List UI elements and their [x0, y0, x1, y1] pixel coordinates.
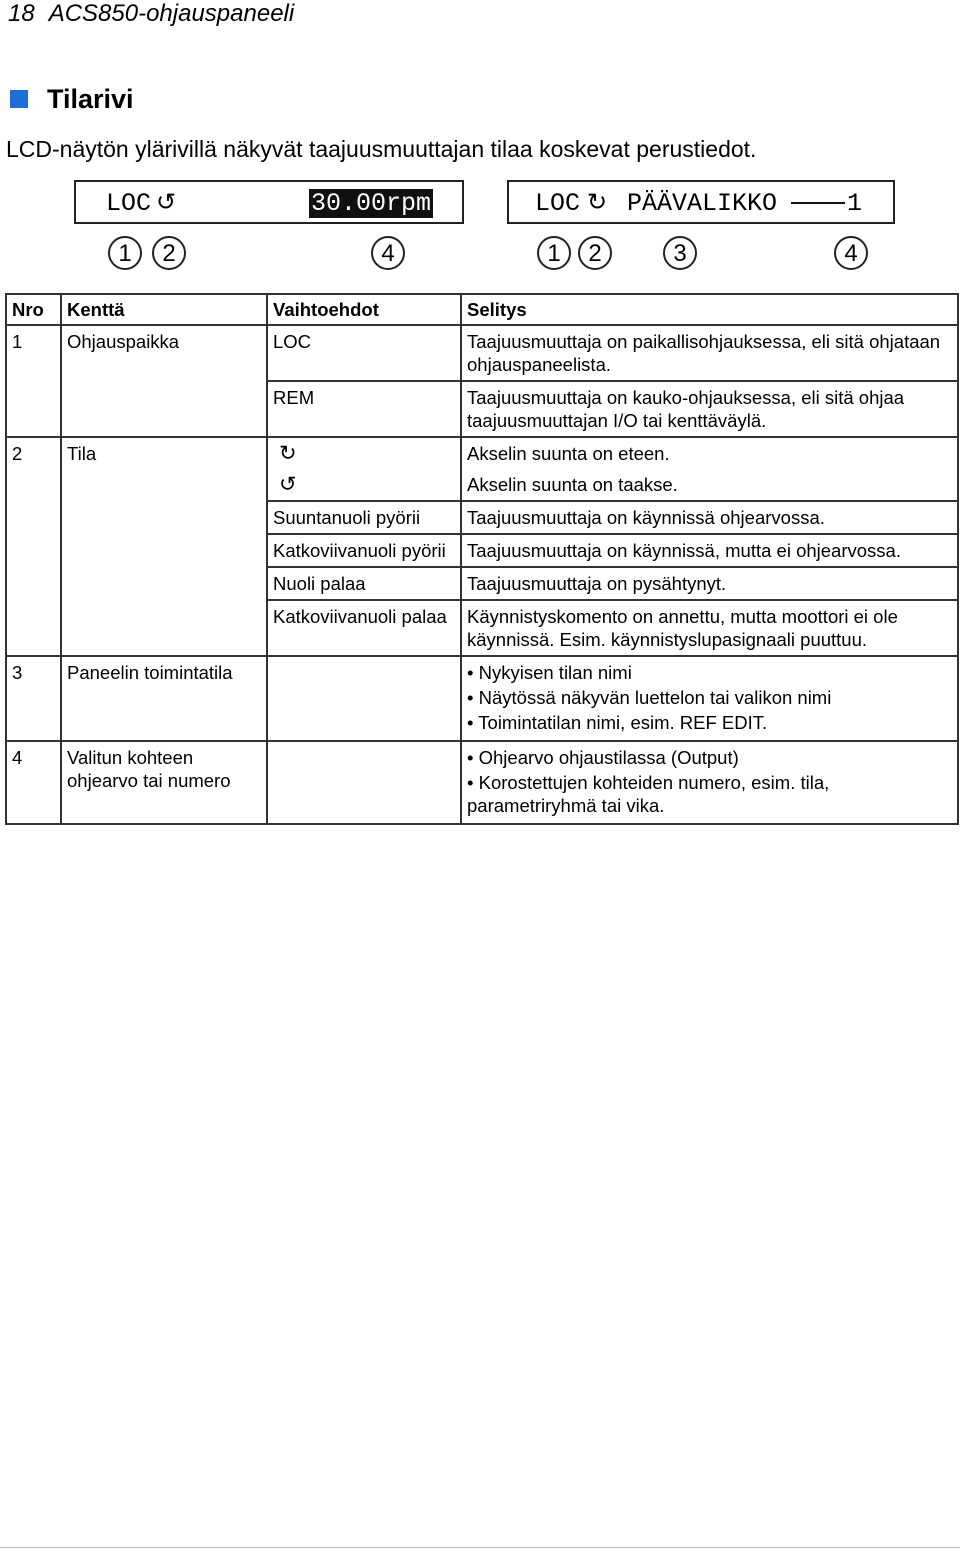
page-header: [8, 0, 308, 28]
cell-field: Ohjauspaikka: [61, 325, 267, 437]
cell-option: LOC: [267, 325, 461, 381]
cell-description: Akselin suunta on taakse.: [461, 469, 958, 501]
status-row-table: [5, 293, 959, 825]
cell-nro: 3: [6, 656, 61, 741]
callout-2-left: 2: [152, 236, 186, 270]
table-header-row: [6, 294, 958, 325]
cell-description: [461, 741, 958, 824]
section-title: Tilarivi: [47, 84, 134, 114]
cell-option-empty: [267, 741, 461, 824]
lcd-display-example-2: [507, 180, 895, 224]
cell-nro: 4: [6, 741, 61, 824]
cell-description: Käynnistyskomento on annettu, mutta moottori ei ole käynnissä. Esim. käynnistyslupasignaali puuttuu.: [461, 600, 958, 656]
lcd-display-example-1: [74, 180, 464, 224]
intro-text: LCD-näytön ylärivillä näkyvät taajuusmuuttajan tilaa koskevat perustiedot.: [6, 136, 757, 162]
cell-option: Suuntanuoli pyörii: [267, 501, 461, 534]
cell-description: Taajuusmuuttaja on kauko-ohjauksessa, eli sitä ohjaa taajuusmuuttajan I/O tai kenttäväylä.: [461, 381, 958, 437]
table-row: [6, 656, 958, 741]
header-field: Kenttä: [61, 294, 267, 325]
callout-4-left: 4: [371, 236, 405, 270]
header-nro: Nro: [6, 294, 61, 325]
cell-option: Katkoviivanuoli pyörii: [267, 534, 461, 567]
cell-option: Katkoviivanuoli palaa: [267, 600, 461, 656]
header-description: Selitys: [461, 294, 958, 325]
bullet-item: • Näytössä näkyvän luettelon tai valikon nimi: [467, 687, 832, 708]
cell-option: [267, 437, 461, 469]
cell-option: Nuoli palaa: [267, 567, 461, 600]
lcd-reference-value: 30.00rpm: [311, 189, 432, 218]
cell-description: Taajuusmuuttaja on paikallisohjauksessa, eli sitä ohjataan ohjauspaneelista.: [461, 325, 958, 381]
cell-option: [267, 469, 461, 501]
header-title: ACS850-ohjauspaneeli: [48, 0, 295, 27]
cell-nro: 1: [6, 325, 61, 437]
lcd-loc-label: LOC: [535, 189, 581, 218]
bullet-item: • Toimintatilan nimi, esim. REF EDIT.: [467, 712, 768, 733]
page-number: 18: [8, 0, 35, 27]
cell-field: Tila: [61, 437, 267, 656]
forward-arrow-icon: ↻: [587, 188, 608, 216]
cell-option: REM: [267, 381, 461, 437]
cell-description: Taajuusmuuttaja on käynnissä, mutta ei ohjearvossa.: [461, 534, 958, 567]
section-marker-square: [10, 90, 28, 108]
header-options: Vaihtoehdot: [267, 294, 461, 325]
cell-field: Paneelin toimintatila: [61, 656, 267, 741]
table-row: [6, 325, 958, 381]
table-row: [6, 437, 958, 469]
bullet-item: • Korostettujen kohteiden numero, esim. tila, parametriryhmä tai vika.: [467, 772, 830, 816]
callout-3-right: 3: [663, 236, 697, 270]
cell-option-empty: [267, 656, 461, 741]
lcd-loc-label: LOC: [106, 189, 152, 218]
footer-divider: [0, 1547, 960, 1548]
table-row: [6, 741, 958, 824]
cell-description: Taajuusmuuttaja on käynnissä ohjearvossa.: [461, 501, 958, 534]
cell-nro: 2: [6, 437, 61, 656]
callout-1-left: 1: [108, 236, 142, 270]
cell-field: Valitun kohteen ohjearvo tai numero: [61, 741, 267, 824]
lcd-mode-label: PÄÄVALIKKO: [627, 189, 778, 218]
forward-arrow-icon: ↻: [279, 442, 297, 465]
bullet-item: • Nykyisen tilan nimi: [467, 662, 632, 683]
lcd-item-number: 1: [847, 189, 863, 218]
callout-4-right: 4: [834, 236, 868, 270]
reverse-arrow-icon: ↺: [156, 188, 177, 216]
cell-description: Akselin suunta on eteen.: [461, 437, 958, 469]
cell-description: [461, 656, 958, 741]
callout-1-right: 1: [537, 236, 571, 270]
bullet-item: • Ohjearvo ohjaustilassa (Output): [467, 747, 739, 768]
cell-description: Taajuusmuuttaja on pysähtynyt.: [461, 567, 958, 600]
callout-2-right: 2: [578, 236, 612, 270]
lcd-separator-line: [791, 202, 845, 204]
reverse-arrow-icon: ↺: [279, 473, 297, 496]
